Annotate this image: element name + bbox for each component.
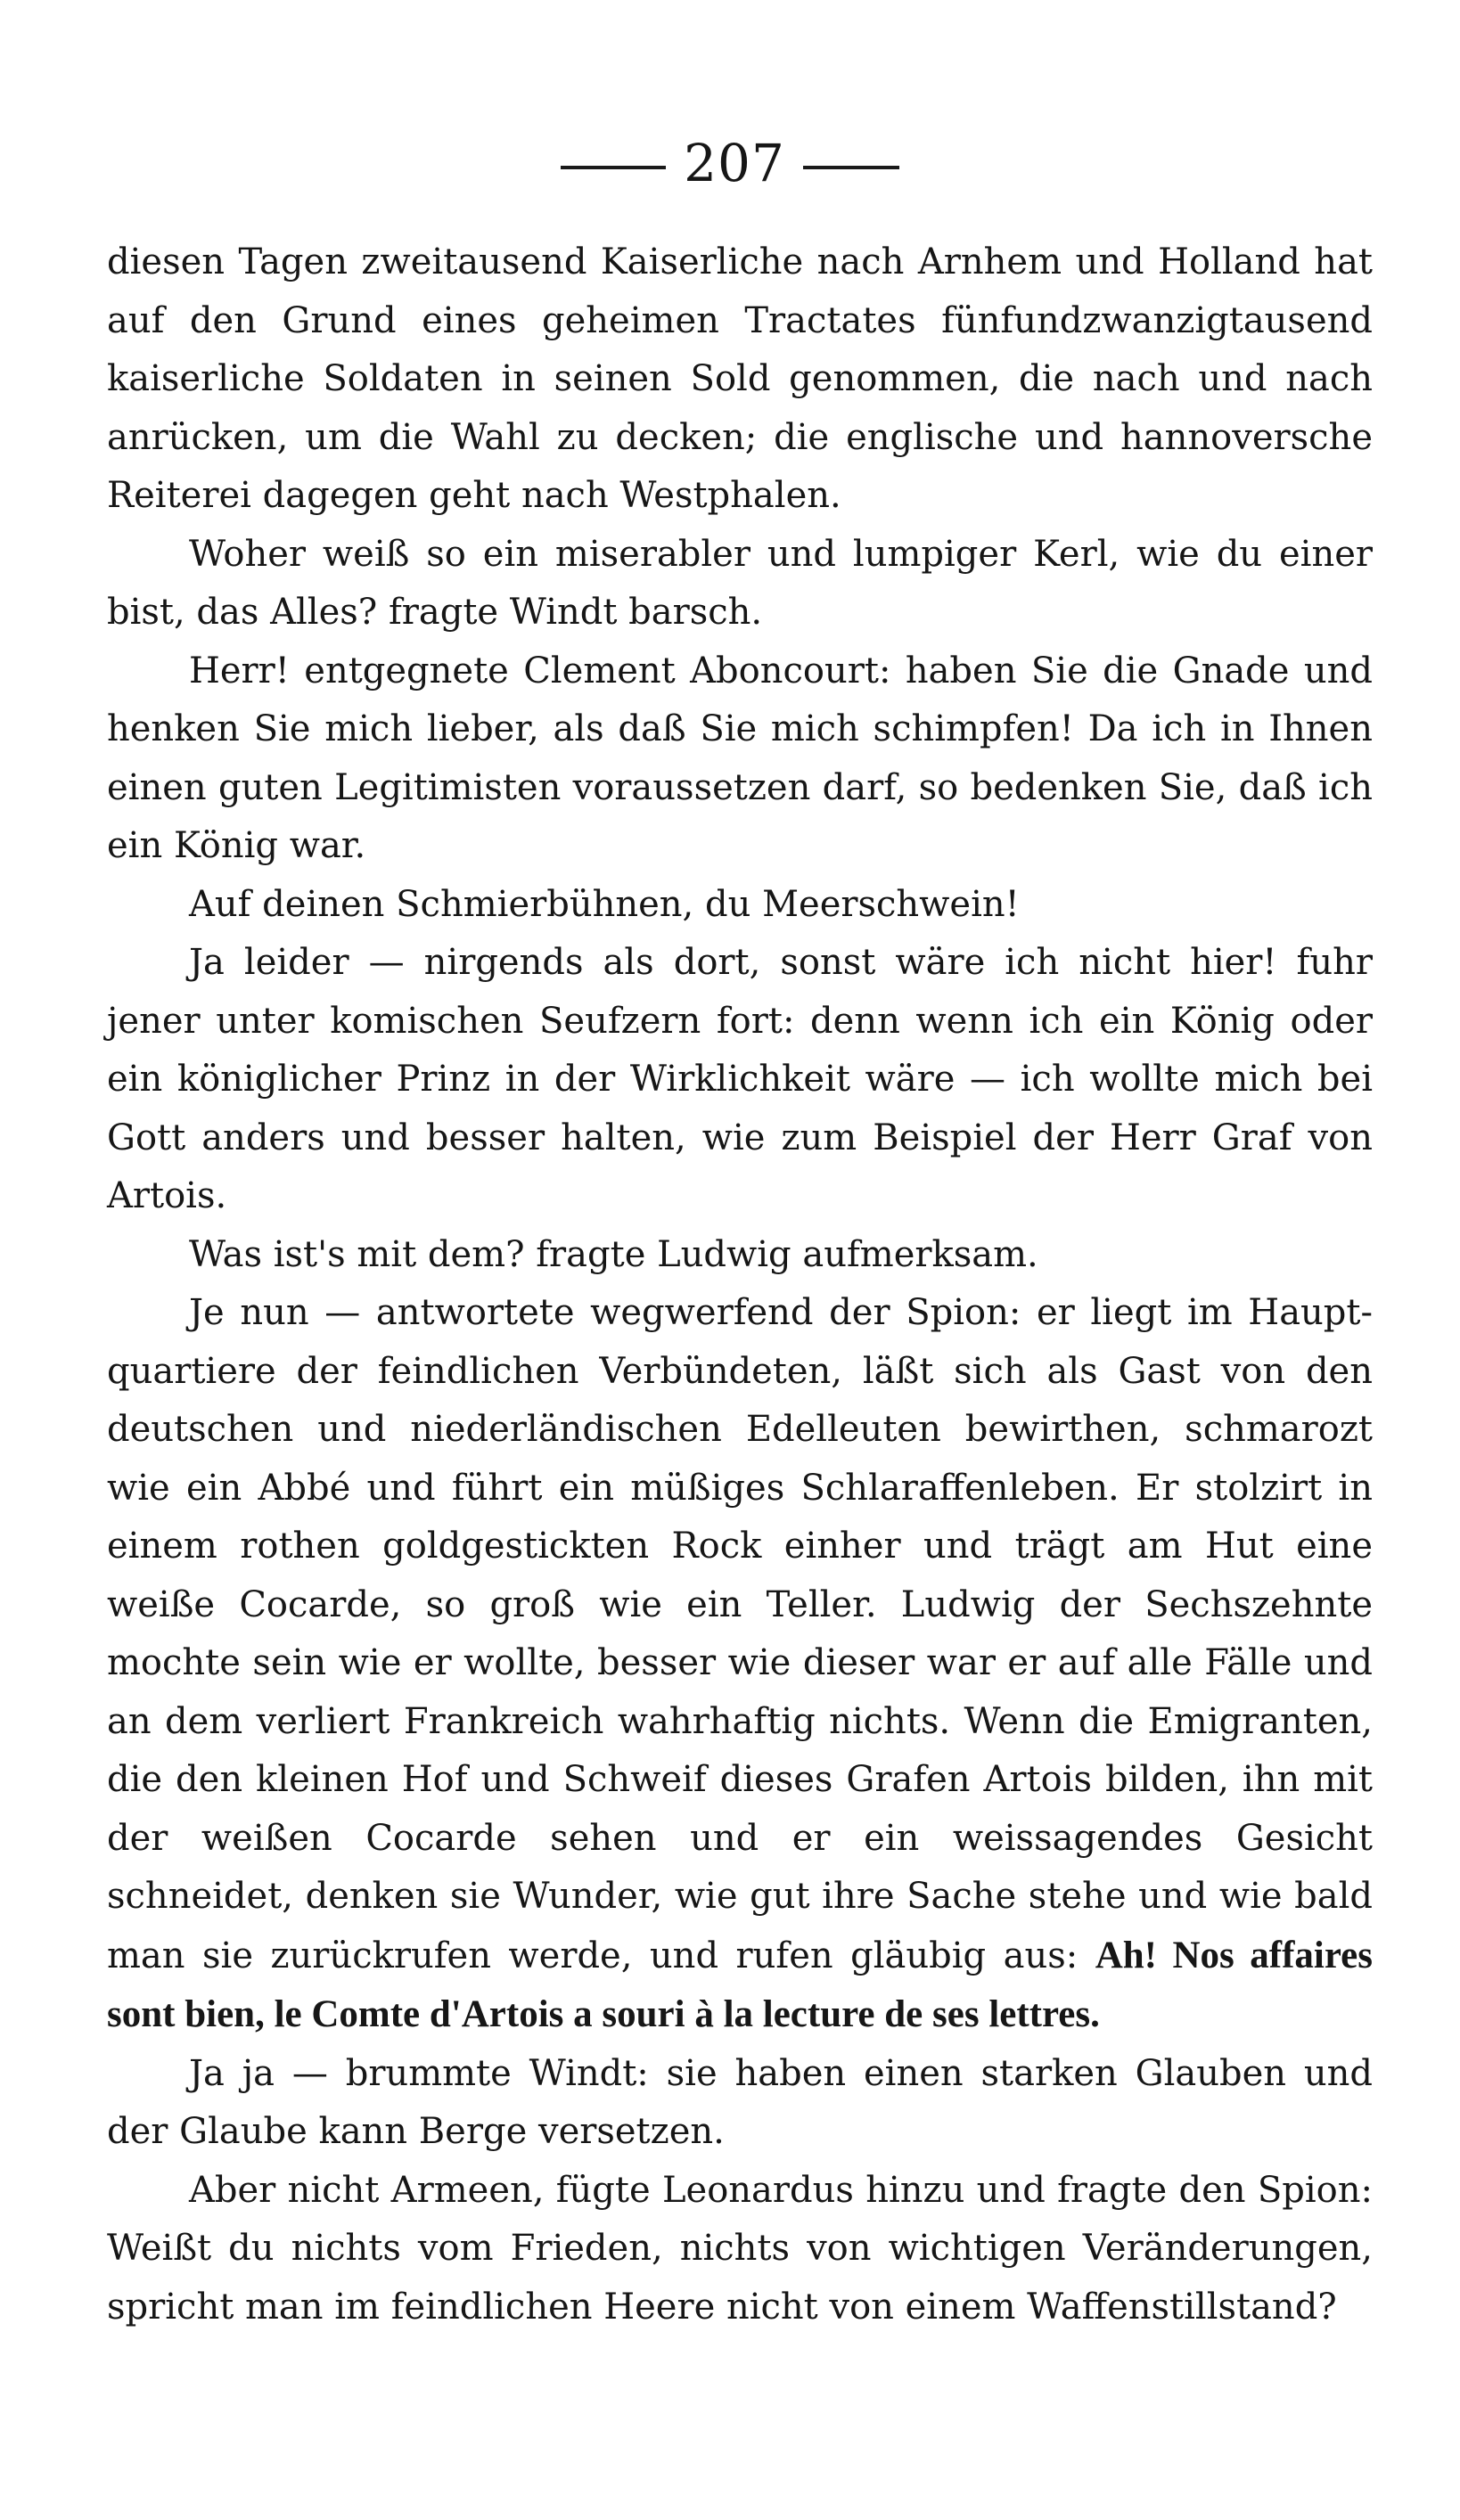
paragraph-8: Ja ja — brummte Windt: sie haben einen starken Glauben und der Glaube kann Berge versetzen. xyxy=(107,2052,1373,2152)
paragraph-3: Herr! entgegnete Clement Aboncourt: haben Sie die Gnade und henken Sie mich lieber, als daß Sie mich schimpfen! Da ich in Ihnen einen guten Legitimisten voraussetzen darf, so bedenken Sie, daß ich ein König war. xyxy=(107,650,1373,866)
paragraph-7-antiqua-quote: Ah! Nos affaires sont bien, le Comte d'Artois a souri à la lecture de ses lettres. xyxy=(107,1934,1374,2035)
header-dash-left xyxy=(561,166,666,169)
page-number: 207 xyxy=(684,133,785,193)
page-header xyxy=(0,132,1460,194)
body-text xyxy=(107,233,1373,2336)
paragraph-4: Auf deinen Schmierbühnen, du Meerschwein! xyxy=(189,883,1020,925)
paragraph-5: Ja leider — nirgends als dort, sonst wäre ich nicht hier! fuhr jener unter komischen Seufzern fort: denn wenn ich ein König oder ein königlicher Prinz in der Wirklichkeit wäre — ich wollte mich bei Gott anders und besser halten, wie zum Beispiel der Herr Graf von Artois. xyxy=(107,942,1373,1216)
paragraph-2: Woher weiß so ein miserabler und lumpiger Kerl, wie du einer bist, das Alles? fragte Windt barsch. xyxy=(107,533,1373,633)
paragraph-7-fraktur: Je nun — antwortete wegwerfend der Spion: er liegt im Hauptquartiere der feindlichen Verbündeten, läßt sich als Gast von den deutschen und niederländischen Edelleuten bewirthen, schmarozt wie ein Abbé und führt ein müßiges Schlaraffenleben. Er stolzirt in einem rothen goldgestickten Rock einher und trägt am Hut eine weiße Cocarde, so groß wie ein Teller. Ludwig der Sechszehnte mochte sein wie er wollte, besser wie dieser war er auf alle Fälle und an dem verliert Frankreich wahrhaftig nichts. Wenn die Emigranten, die den kleinen Hof und Schweif dieses Grafen Artois bilden, ihn mit der weißen Cocarde sehen und er ein weissagendes Gesicht schneidet, denken sie Wunder, wie gut ihre Sache stehe und wie bald man sie zurückrufen werde, und rufen gläubig aus: xyxy=(107,1292,1373,1976)
header-dash-right xyxy=(803,166,899,169)
paragraph-1: diesen Tagen zweitausend Kaiserliche nach Arnhem und Holland hat auf den Grund eines geheimen Tractates fünfundzwanzigtausend kaiserliche Soldaten in seinen Sold genommen, die nach und nach anrücken, um die Wahl zu decken; die englische und hannoversche Reiterei dagegen geht nach Westphalen. xyxy=(107,241,1373,516)
paragraph-6: Was ist's mit dem? fragte Ludwig aufmerksam. xyxy=(189,1233,1038,1275)
paragraph-7 xyxy=(107,1284,1373,2045)
paragraph-9: Aber nicht Armeen, fügte Leonardus hinzu und fragte den Spion: Weißt du nichts vom Frieden, nichts von wichtigen Veränderungen, spricht man im feindlichen Heere nicht von einem Waffenstillstand? xyxy=(107,2169,1373,2328)
